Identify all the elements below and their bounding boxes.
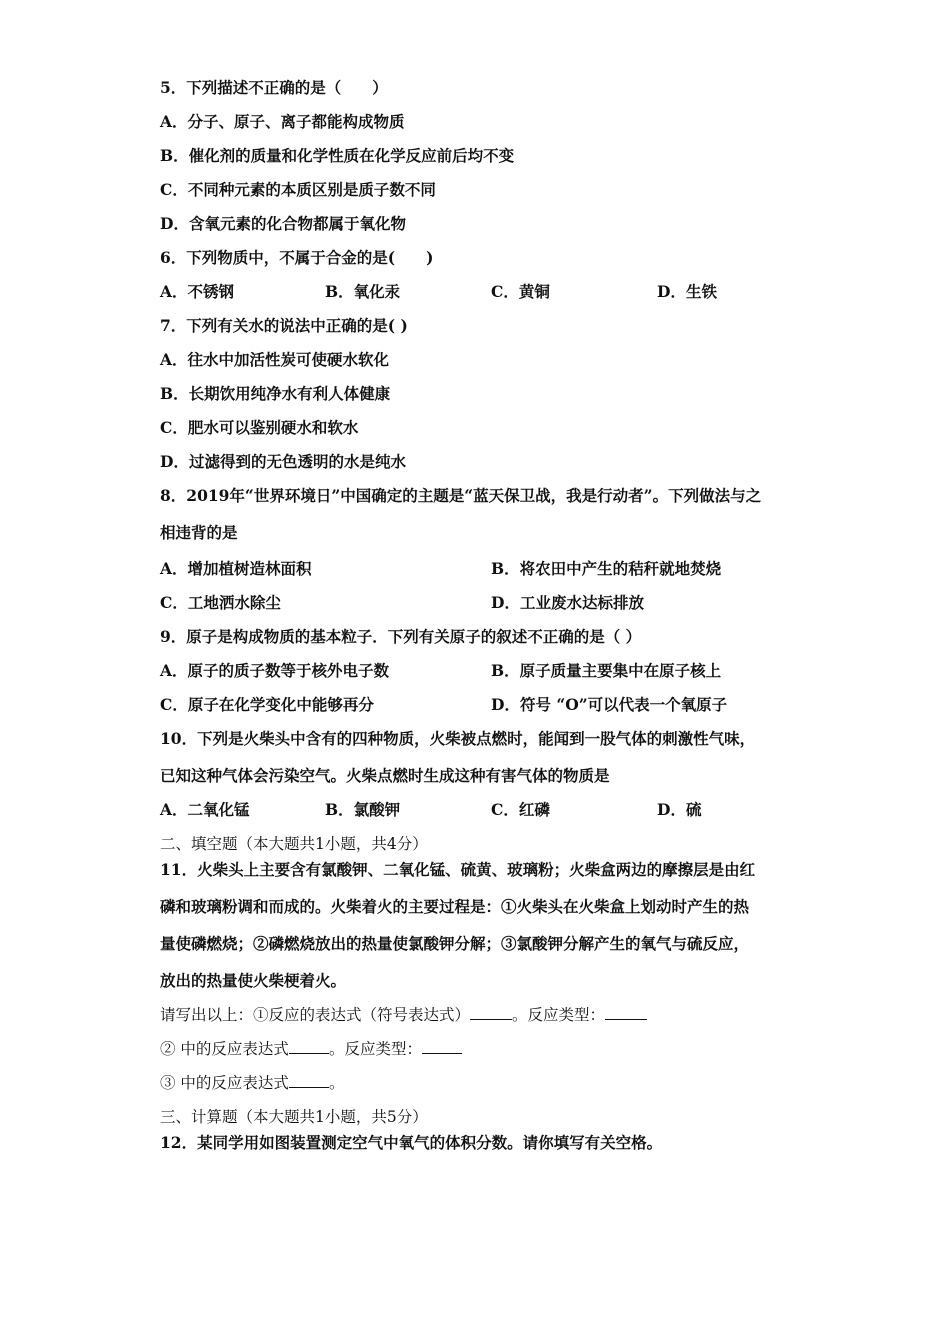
q11-line3: 量使磷燃烧；②磷燃烧放出的热量使氯酸钾分解；③氯酸钾分解产生的氧气与硫反应， bbox=[160, 934, 750, 953]
q7-option-c: C．肥水可以鉴别硬水和软水 bbox=[160, 418, 359, 437]
q11-answer2 bbox=[160, 1039, 462, 1059]
q5-option-b: B．催化剂的质量和化学性质在化学反应前后均不变 bbox=[160, 146, 515, 165]
q5-option-c: C．不同种元素的本质区别是质子数不同 bbox=[160, 180, 436, 199]
q6-option-c: C．黄铜 bbox=[491, 282, 550, 301]
q8-stem-line2: 相违背的是 bbox=[160, 523, 238, 542]
q11-answer2-expression-blank[interactable] bbox=[289, 1039, 329, 1054]
q10-option-b: B．氯酸钾 bbox=[325, 800, 401, 819]
q11-answer3-prefix: ③ 中的反应表达式 bbox=[160, 1074, 289, 1092]
q8-option-d: D．工业废水达标排放 bbox=[491, 593, 644, 612]
q11-answer1-mid: 。反应类型： bbox=[512, 1006, 606, 1024]
q11-answer2-prefix: ② 中的反应表达式 bbox=[160, 1040, 289, 1058]
q11-answer3-expression-blank[interactable] bbox=[289, 1073, 329, 1088]
q11-line2: 磷和玻璃粉调和而成的。火柴着火的主要过程是：①火柴头在火柴盒上划动时产生的热 bbox=[160, 897, 750, 916]
q5-option-d: D．含氧元素的化合物都属于氧化物 bbox=[160, 214, 406, 233]
q11-answer3 bbox=[160, 1073, 344, 1093]
q11-line1: 11．火柴头上主要含有氯酸钾、二氧化锰、硫黄、玻璃粉；火柴盒两边的摩擦层是由红 bbox=[160, 860, 756, 879]
q9-stem: 9．原子是构成物质的基本粒子．下列有关原子的叙述不正确的是（ ） bbox=[160, 627, 642, 646]
q7-stem: 7．下列有关水的说法中正确的是( ) bbox=[160, 316, 408, 335]
q10-option-d: D．硫 bbox=[657, 800, 702, 819]
q9-option-b: B．原子质量主要集中在原子核上 bbox=[491, 661, 722, 680]
q5-option-a: A．分子、原子、离子都能构成物质 bbox=[160, 112, 405, 131]
q7-option-d: D．过滤得到的无色透明的水是纯水 bbox=[160, 452, 406, 471]
q6-option-b: B．氧化汞 bbox=[325, 282, 401, 301]
q10-option-a: A．二氧化锰 bbox=[160, 800, 250, 819]
q11-answer1 bbox=[160, 1005, 647, 1025]
q11-answer1-prefix: 请写出以上：①反应的表达式（符号表达式） bbox=[160, 1006, 471, 1024]
q12-stem: 12．某同学用如图装置测定空气中氧气的体积分数。请你填写有关空格。 bbox=[160, 1133, 663, 1152]
q6-option-a: A．不锈钢 bbox=[160, 282, 235, 301]
q11-answer3-suffix: 。 bbox=[328, 1074, 345, 1092]
q5-stem: 5．下列描述不正确的是（ ） bbox=[160, 78, 388, 97]
q11-answer1-expression-blank[interactable] bbox=[470, 1005, 512, 1020]
q11-line4: 放出的热量使火柴梗着火。 bbox=[160, 971, 347, 990]
q6-option-d: D．生铁 bbox=[657, 282, 717, 301]
q8-option-c: C．工地洒水除尘 bbox=[160, 593, 281, 612]
q11-answer1-type-blank[interactable] bbox=[605, 1005, 647, 1020]
q7-option-a: A．往水中加活性炭可使硬水软化 bbox=[160, 350, 390, 369]
q11-answer2-mid: 。反应类型： bbox=[328, 1040, 422, 1058]
q10-stem-line1: 10．下列是火柴头中含有的四种物质，火柴被点燃时，能闻到一股气体的刺激性气味， bbox=[160, 729, 756, 748]
q10-stem-line2: 已知这种气体会污染空气。火柴点燃时生成这种有害气体的物质是 bbox=[160, 766, 610, 785]
section-fill-in-heading: 二、填空题（本大题共1小题，共4分） bbox=[160, 835, 428, 853]
q10-option-c: C．红磷 bbox=[491, 800, 550, 819]
q11-answer2-type-blank[interactable] bbox=[422, 1039, 462, 1054]
q8-option-a: A．增加植树造林面积 bbox=[160, 559, 312, 578]
q6-stem: 6．下列物质中，不属于合金的是( ) bbox=[160, 248, 434, 267]
section-calculation-heading: 三、计算题（本大题共1小题，共5分） bbox=[160, 1108, 428, 1126]
q7-option-b: B．长期饮用纯净水有利人体健康 bbox=[160, 384, 391, 403]
q9-option-c: C．原子在化学变化中能够再分 bbox=[160, 695, 374, 714]
q8-stem-line1: 8．2019年“世界环境日”中国确定的主题是“蓝天保卫战，我是行动者”。下列做法与之 bbox=[160, 486, 762, 505]
q9-option-a: A．原子的质子数等于核外电子数 bbox=[160, 661, 390, 680]
q9-option-d: D．符号 “O”可以代表一个氧原子 bbox=[491, 695, 728, 714]
q8-option-b: B．将农田中产生的秸秆就地焚烧 bbox=[491, 559, 722, 578]
